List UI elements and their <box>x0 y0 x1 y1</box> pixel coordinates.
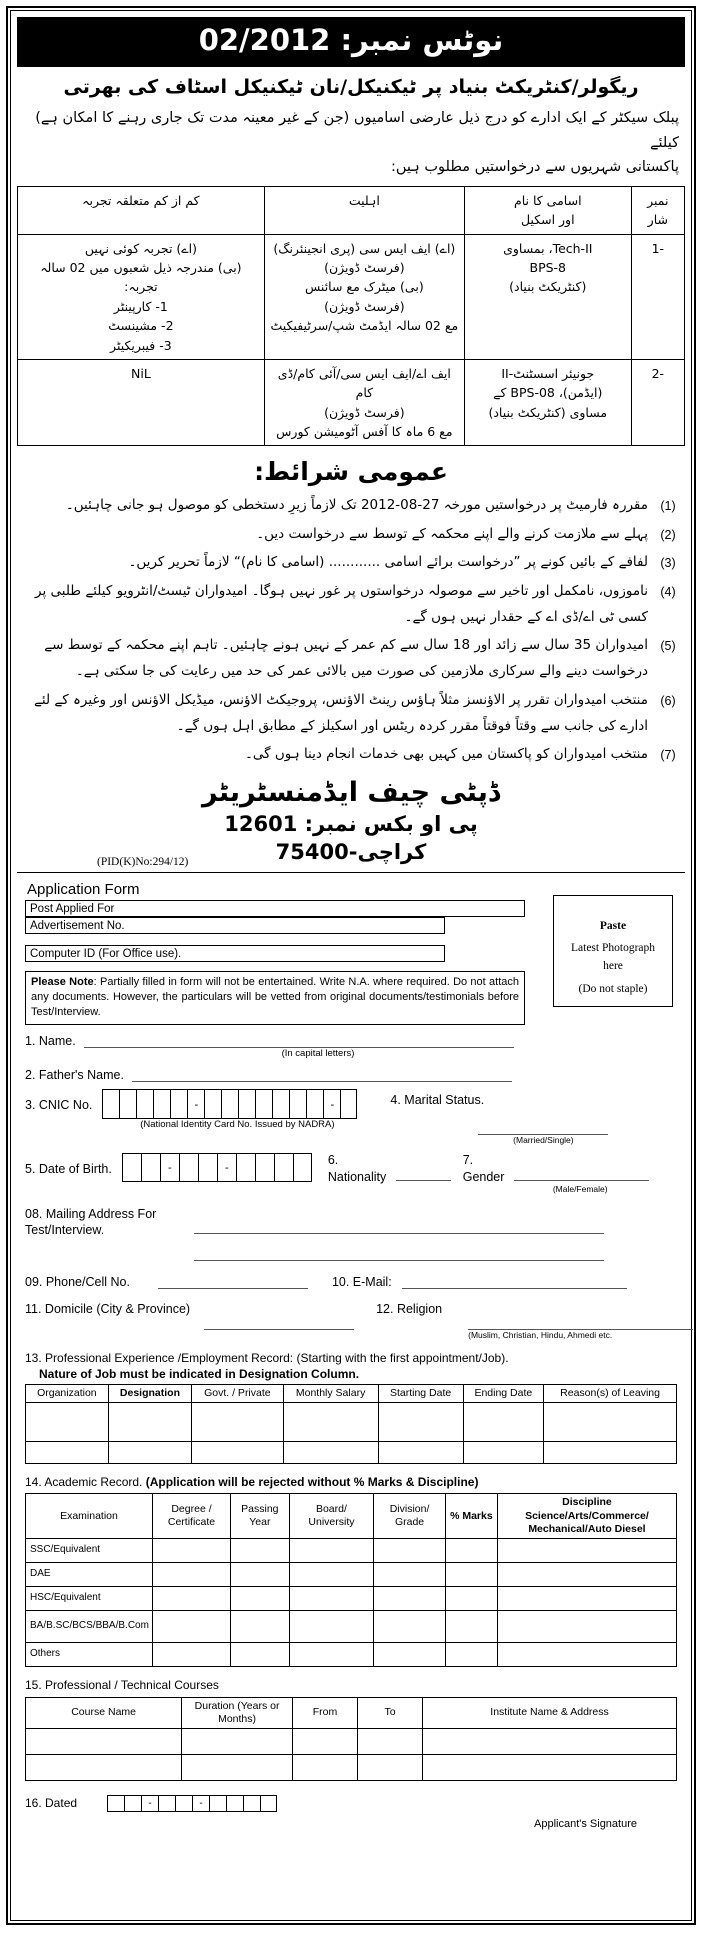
cnic-digit[interactable] <box>136 1089 153 1119</box>
acad-header-discipline: Discipline Science/Arts/Commerce/ Mechanical/Auto Diesel <box>497 1494 676 1538</box>
cnic-digit[interactable] <box>306 1089 323 1119</box>
course-header-from: From <box>292 1697 357 1728</box>
acad-cell[interactable] <box>374 1642 446 1666</box>
table-row[interactable] <box>26 1610 677 1642</box>
acad-cell[interactable] <box>231 1562 290 1586</box>
exp-header-designation: Designation <box>108 1384 191 1402</box>
name-row <box>25 1034 677 1048</box>
cell-eligibility: (اے) ایف ایس سی (پری انجینئرنگ) (فرسٹ ڈویژن) (بی) میٹرک مع سائنس (فرسٹ ڈویژن) مع 02 سالہ ایڈمٹ شپ/سرٹیفیکیٹ <box>264 234 464 359</box>
cell-experience: NiL <box>18 359 265 446</box>
cnic-marital-row <box>25 1089 677 1145</box>
condition-number: (3) <box>660 556 676 571</box>
exp-header-govt-private: Govt. / Private <box>192 1384 283 1402</box>
exp-cell[interactable] <box>192 1441 283 1463</box>
course-cell[interactable] <box>292 1728 357 1754</box>
academic-table-header-row <box>26 1494 677 1538</box>
acad-cell[interactable] <box>289 1610 374 1642</box>
acad-row-label: BA/B.SC/BCS/BBA/B.Com <box>26 1610 153 1642</box>
dated-dash: - <box>141 1795 158 1812</box>
course-header-to: To <box>357 1697 422 1728</box>
cnic-digit[interactable] <box>255 1089 272 1119</box>
dob-digit[interactable] <box>293 1153 312 1182</box>
courses-table-header-row <box>26 1697 677 1728</box>
acad-cell[interactable] <box>497 1642 676 1666</box>
exp-cell[interactable] <box>283 1441 378 1463</box>
course-cell[interactable] <box>357 1754 422 1780</box>
acad-cell[interactable] <box>152 1586 230 1610</box>
post-applied-for-field[interactable]: Post Applied For <box>25 900 525 917</box>
course-cell[interactable] <box>182 1728 293 1754</box>
dated-label: 16. Dated <box>25 1796 78 1811</box>
acad-cell[interactable] <box>231 1642 290 1666</box>
academic-heading-plain: 14. Academic Record. <box>25 1474 146 1489</box>
exp-cell[interactable] <box>108 1402 191 1441</box>
please-note-label: Please Note <box>31 976 94 989</box>
gender-number: 7. <box>462 1152 474 1167</box>
exp-cell[interactable] <box>463 1441 544 1463</box>
dob-digit[interactable] <box>274 1153 293 1182</box>
mailing-address-row <box>25 1206 677 1261</box>
father-name-input[interactable] <box>132 1068 512 1082</box>
inner-border <box>10 10 692 1921</box>
list-item <box>21 549 681 575</box>
name-label: 1. Name. <box>25 1033 76 1048</box>
condition-number: (1) <box>660 499 676 514</box>
acad-cell[interactable] <box>289 1642 374 1666</box>
table-row[interactable] <box>26 1562 677 1586</box>
name-caption: (In capital letters) <box>281 1047 355 1059</box>
acad-row-label: SSC/Equivalent <box>26 1538 153 1562</box>
cnic-dash: - <box>323 1089 340 1119</box>
acad-cell[interactable] <box>497 1610 676 1642</box>
dob-label: 5. Date of Birth. <box>25 1161 112 1176</box>
condition-number: (7) <box>660 748 676 763</box>
condition-text: منتخب امیدواران کو پاکستان میں کہیں بھی خدمات انجام دینا ہوں گی۔ <box>244 746 648 763</box>
acad-cell[interactable] <box>445 1610 497 1642</box>
acad-cell[interactable] <box>374 1562 446 1586</box>
acad-cell[interactable] <box>289 1538 374 1562</box>
exp-header-monthly-salary: Monthly Salary <box>283 1384 378 1402</box>
condition-number: (4) <box>660 584 676 599</box>
exp-cell[interactable] <box>378 1402 463 1441</box>
acad-header-percent-marks: % Marks <box>445 1494 497 1538</box>
condition-text: منتخب امیدواران تقرر پر الاؤنسز مثلاً ہاؤس رینٹ الاؤنس، پروجیکٹ الاؤنس، میڈیکل الاؤنس اور وغیرہ کے لئے ادارے کی جانب سے وقتاً فوقتاً مقرر کردہ ریٹس اور اسکیلز کے مطابق اہل ہوں گے۔ <box>33 691 648 735</box>
acad-cell[interactable] <box>497 1586 676 1610</box>
acad-cell[interactable] <box>445 1538 497 1562</box>
exp-cell[interactable] <box>544 1402 677 1441</box>
marital-status-caption: (Married/Single) <box>513 1134 574 1145</box>
name-input[interactable] <box>84 1034 514 1048</box>
header-post-scale: اسامی کا نام اور اسکیل <box>464 186 631 234</box>
table-row[interactable] <box>26 1538 677 1562</box>
dob-digit[interactable] <box>255 1153 274 1182</box>
mailing-address-label-line1: 08. Mailing Address For <box>25 1206 157 1221</box>
gender-label: Gender <box>462 1169 505 1184</box>
condition-text: لفافے کے بائیں کونے پر ”درخواست برائے اسامی ............ (اسامی کا نام)“ لازماً تحریر کریں۔ <box>128 554 648 571</box>
photo-paste-label: Paste <box>599 920 627 933</box>
intro-line-2: پاکستانی شہریوں سے درخواستیں مطلوب ہیں: <box>391 159 679 176</box>
acad-cell[interactable] <box>231 1538 290 1562</box>
authority-signature-block <box>17 770 685 869</box>
acad-cell[interactable] <box>231 1586 290 1610</box>
header-experience: کم از کم متعلقہ تجربہ <box>18 186 265 234</box>
acad-cell[interactable] <box>231 1610 290 1642</box>
mailing-address-input-line2[interactable] <box>194 1247 604 1261</box>
acad-cell[interactable] <box>374 1538 446 1562</box>
dated-digit[interactable] <box>175 1795 192 1812</box>
intro-line-1: پبلک سیکٹر کے ایک ادارے کو درج ذیل عارضی اسامیوں (جن کے غیر معینہ مدت تک جاری رہنے کا امکان ہے) کیلئے <box>35 109 679 151</box>
exp-cell[interactable] <box>26 1441 109 1463</box>
acad-cell[interactable] <box>152 1538 230 1562</box>
cnic-input-boxes[interactable] <box>102 1089 372 1119</box>
recruitment-subheading: ریگولر/کنٹریکٹ بنیاد پر ٹیکنیکل/نان ٹیکنیکل اسٹاف کی بھرتی <box>63 76 639 99</box>
header-eligibility: اہلیت <box>264 186 464 234</box>
acad-header-examination: Examination <box>26 1494 153 1538</box>
phone-email-row <box>25 1275 677 1289</box>
courses-table <box>25 1697 677 1781</box>
authority-title: ڈپٹی چیف ایڈمنسٹریٹر <box>202 776 500 808</box>
acad-cell[interactable] <box>289 1586 374 1610</box>
marital-status-input[interactable] <box>478 1121 608 1135</box>
cnic-digit[interactable] <box>204 1089 221 1119</box>
experience-section-subheading: Nature of Job must be indicated in Designation Column. <box>39 1366 360 1381</box>
intro-paragraph <box>17 104 685 180</box>
dated-digit[interactable] <box>226 1795 243 1812</box>
please-note-box <box>25 971 525 1025</box>
dated-digit[interactable] <box>124 1795 141 1812</box>
dob-digit[interactable] <box>122 1153 141 1182</box>
acad-cell[interactable] <box>445 1586 497 1610</box>
exp-cell[interactable] <box>463 1402 544 1441</box>
condition-number: (5) <box>660 639 676 654</box>
course-cell[interactable] <box>357 1728 422 1754</box>
acad-header-board: Board/ University <box>289 1494 374 1538</box>
exp-cell[interactable] <box>378 1441 463 1463</box>
exp-cell[interactable] <box>26 1402 109 1441</box>
course-cell[interactable] <box>292 1754 357 1780</box>
general-conditions-list <box>17 492 685 767</box>
table-row[interactable] <box>26 1728 677 1754</box>
acad-cell[interactable] <box>497 1538 676 1562</box>
acad-row-label: HSC/Equivalent <box>26 1586 153 1610</box>
photo-line-3: here <box>603 959 623 972</box>
cnic-digit[interactable] <box>170 1089 187 1119</box>
acad-cell[interactable] <box>445 1562 497 1586</box>
dob-dash: - <box>160 1153 179 1182</box>
mailing-address-label-line2: Test/Interview. <box>25 1223 105 1237</box>
condition-text: مقررہ فارمیٹ پر درخواستیں مورخہ 27-08-2012 تک لازماً زیرِ دستخطی کو موصول ہو جانی چاہئیں۔ <box>65 497 648 514</box>
condition-number: (2) <box>660 527 676 542</box>
course-header-institute: Institute Name & Address <box>423 1697 677 1728</box>
application-form <box>17 873 685 1830</box>
exp-cell[interactable] <box>283 1402 378 1441</box>
condition-text: ناموزوں، نامکمل اور تاخیر سے موصولہ درخواستوں پر غور نہیں ہوگا۔ امیدواران ٹیسٹ/انٹرویو کیلئے طلبی پر کسی ٹی اے/ڈی اے کے حقدار نہیں ہوں گے۔ <box>35 582 648 625</box>
photo-line-2: Latest Photograph <box>571 942 655 955</box>
cnic-digit[interactable] <box>119 1089 136 1119</box>
gender-caption: (Male/Female) <box>552 1183 608 1194</box>
dob-digit[interactable] <box>198 1153 217 1182</box>
cnic-digit[interactable] <box>153 1089 170 1119</box>
acad-cell[interactable] <box>152 1610 230 1642</box>
email-label: 10. E-Mail: <box>331 1274 392 1289</box>
acad-cell[interactable] <box>374 1586 446 1610</box>
acad-cell[interactable] <box>445 1642 497 1666</box>
course-header-duration: Duration (Years or Months) <box>182 1697 293 1728</box>
cell-post: Tech-II، بمساوی BPS-8 (کنٹریکٹ بنیاد) <box>464 234 631 359</box>
dob-digit[interactable] <box>141 1153 160 1182</box>
course-cell[interactable] <box>26 1754 182 1780</box>
table-row[interactable] <box>26 1642 677 1666</box>
email-input[interactable] <box>402 1275 627 1289</box>
vacancies-table <box>17 186 685 447</box>
cnic-digit[interactable] <box>340 1089 357 1119</box>
dob-digit[interactable] <box>236 1153 255 1182</box>
domicile-input[interactable] <box>204 1316 354 1330</box>
condition-text: پہلے سے ملازمت کرنے والے اپنے محکمہ کے توسط سے درخواست دیں۔ <box>256 525 648 542</box>
exp-cell[interactable] <box>544 1441 677 1463</box>
cnic-digit[interactable] <box>238 1089 255 1119</box>
dob-digit[interactable] <box>179 1153 198 1182</box>
course-cell[interactable] <box>26 1728 182 1754</box>
dob-nationality-gender-row <box>25 1153 677 1194</box>
page-title: Application Form <box>27 881 140 899</box>
experience-table-header-row <box>26 1384 677 1402</box>
exp-cell[interactable] <box>192 1402 283 1441</box>
acad-row-label: Others <box>26 1642 153 1666</box>
experience-table <box>25 1384 677 1464</box>
nationality-number: 6. <box>327 1152 339 1167</box>
photograph-box <box>553 895 673 1007</box>
table-row[interactable] <box>26 1441 677 1463</box>
header-serial: نمبر شار <box>631 186 684 234</box>
dated-digit[interactable] <box>260 1795 277 1812</box>
exp-cell[interactable] <box>108 1441 191 1463</box>
course-cell[interactable] <box>423 1728 677 1754</box>
condition-text: امیدواران 35 سال سے زائد اور 18 سال سے کم عمر کے نہیں ہونے چاہئیں۔ تاہم اپنے محکمہ کے توسط سے درخواست دینے والے سرکاری ملازمین کی صورت میں بالائی عمر کی حد میں رعایت کی جا سکتی ہے۔ <box>44 637 648 680</box>
domicile-religion-row <box>25 1302 677 1340</box>
photo-no-staple-note: (Do not staple) <box>578 982 648 995</box>
list-item <box>21 632 681 685</box>
dated-digit[interactable] <box>209 1795 226 1812</box>
nationality-input[interactable] <box>396 1167 451 1181</box>
cell-post: جونیئر اسسٹنٹ-II (ایڈمن)، BPS-08 کے مساوی (کنٹریکٹ بنیاد) <box>464 359 631 446</box>
marital-status-label: 4. Marital Status. <box>390 1092 485 1107</box>
list-item <box>21 741 681 767</box>
cnic-digit[interactable] <box>289 1089 306 1119</box>
nationality-label: Nationality <box>327 1169 387 1184</box>
domicile-label: 11. Domicile (City & Province) <box>25 1301 191 1316</box>
gender-input[interactable] <box>514 1167 649 1181</box>
acad-header-passing-year: Passing Year <box>231 1494 290 1538</box>
list-item <box>21 687 681 740</box>
cnic-dash: - <box>187 1089 204 1119</box>
please-note-text: : Partially filled in form will not be entertained. Write N.A. where required. Do not attach any documents. However, the particulars will be vetted from original documents/testimonials before Test/Interview. <box>31 976 519 1018</box>
academic-heading-bold: (Application will be rejected without % Marks & Discipline) <box>145 1474 479 1489</box>
city-postcode: کراچی-75400 <box>275 839 427 864</box>
general-conditions-title: عمومی شرائط: <box>254 457 448 487</box>
acad-cell[interactable] <box>152 1642 230 1666</box>
academic-section-heading <box>25 1474 677 1491</box>
experience-section-heading: 13. Professional Experience /Employment Record: (Starting with the first appointment/Job). <box>25 1350 509 1365</box>
list-item <box>21 578 681 631</box>
cell-eligibility: ایف اے/ایف ایس سی/آئی کام/ڈی کام (فرسٹ ڈویژن) مع 6 ماہ کا آفس آٹومیشن کورس <box>264 359 464 446</box>
table-row[interactable] <box>26 1586 677 1610</box>
applicant-signature-label: Applicant's Signature <box>534 1817 637 1830</box>
table-row <box>18 359 685 446</box>
exp-header-starting-date: Starting Date <box>378 1384 463 1402</box>
exp-header-reason-leaving: Reason(s) of Leaving <box>544 1384 677 1402</box>
vacancies-table-header-row <box>18 186 685 234</box>
outer-border <box>6 6 696 1925</box>
dated-dash: - <box>192 1795 209 1812</box>
phone-label: 09. Phone/Cell No. <box>25 1274 130 1289</box>
dob-dash: - <box>217 1153 236 1182</box>
mailing-address-input-line1[interactable] <box>194 1220 604 1234</box>
table-row[interactable] <box>26 1754 677 1780</box>
cell-experience: (اے) تجربہ کوئی نہیں (بی) مندرجہ ذیل شعبوں میں 02 سالہ تجربہ: 1- کارپینٹر 2- مشینسٹ 3- فیبریکیٹر <box>18 234 265 359</box>
courses-section-heading: 15. Professional / Technical Courses <box>25 1677 219 1692</box>
acad-cell[interactable] <box>289 1562 374 1586</box>
religion-input[interactable] <box>468 1316 693 1330</box>
exp-header-ending-date: Ending Date <box>463 1384 544 1402</box>
cnic-digit[interactable] <box>221 1089 238 1119</box>
dated-digit[interactable] <box>243 1795 260 1812</box>
notice-number-banner: نوٹس نمبر: 02/2012 <box>17 17 685 67</box>
cnic-label: 3. CNIC No. <box>25 1097 93 1112</box>
table-row <box>18 234 685 359</box>
course-cell[interactable] <box>182 1754 293 1780</box>
condition-number: (6) <box>660 693 676 708</box>
cnic-digit[interactable] <box>272 1089 289 1119</box>
cnic-digit[interactable] <box>102 1089 119 1119</box>
acad-cell[interactable] <box>374 1610 446 1642</box>
religion-caption: (Muslim, Christian, Hindu, Ahmedi etc. <box>468 1329 613 1340</box>
po-box-number: پی او بکس نمبر: 12601 <box>224 811 478 836</box>
dated-digit[interactable] <box>107 1795 124 1812</box>
table-row[interactable] <box>26 1402 677 1441</box>
list-item <box>21 492 681 518</box>
phone-input[interactable] <box>158 1275 308 1289</box>
pid-reference: (PID(K)No:294/12) <box>97 856 189 869</box>
father-name-label: 2. Father's Name. <box>25 1067 124 1082</box>
course-cell[interactable] <box>423 1754 677 1780</box>
exp-header-organization: Organization <box>26 1384 109 1402</box>
cnic-caption: (National Identity Card No. Issued by NADRA) <box>140 1118 335 1130</box>
dated-digit[interactable] <box>158 1795 175 1812</box>
list-item <box>21 521 681 547</box>
cell-serial: -2 <box>631 359 684 446</box>
acad-cell[interactable] <box>152 1562 230 1586</box>
acad-header-degree: Degree / Certificate <box>152 1494 230 1538</box>
acad-cell[interactable] <box>497 1562 676 1586</box>
cell-serial: -1 <box>631 234 684 359</box>
dated-row <box>25 1795 677 1812</box>
computer-id-field[interactable]: Computer ID (For Office use). <box>25 945 445 962</box>
acad-row-label: DAE <box>26 1562 153 1586</box>
acad-header-division: Division/ Grade <box>374 1494 446 1538</box>
dated-input-boxes[interactable] <box>107 1795 277 1812</box>
academic-table <box>25 1493 677 1666</box>
religion-label: 12. Religion <box>376 1301 443 1316</box>
course-header-name: Course Name <box>26 1697 182 1728</box>
father-name-row <box>25 1068 677 1082</box>
dob-input-boxes[interactable] <box>122 1153 312 1182</box>
advertisement-no-field[interactable]: Advertisement No. <box>25 917 445 934</box>
